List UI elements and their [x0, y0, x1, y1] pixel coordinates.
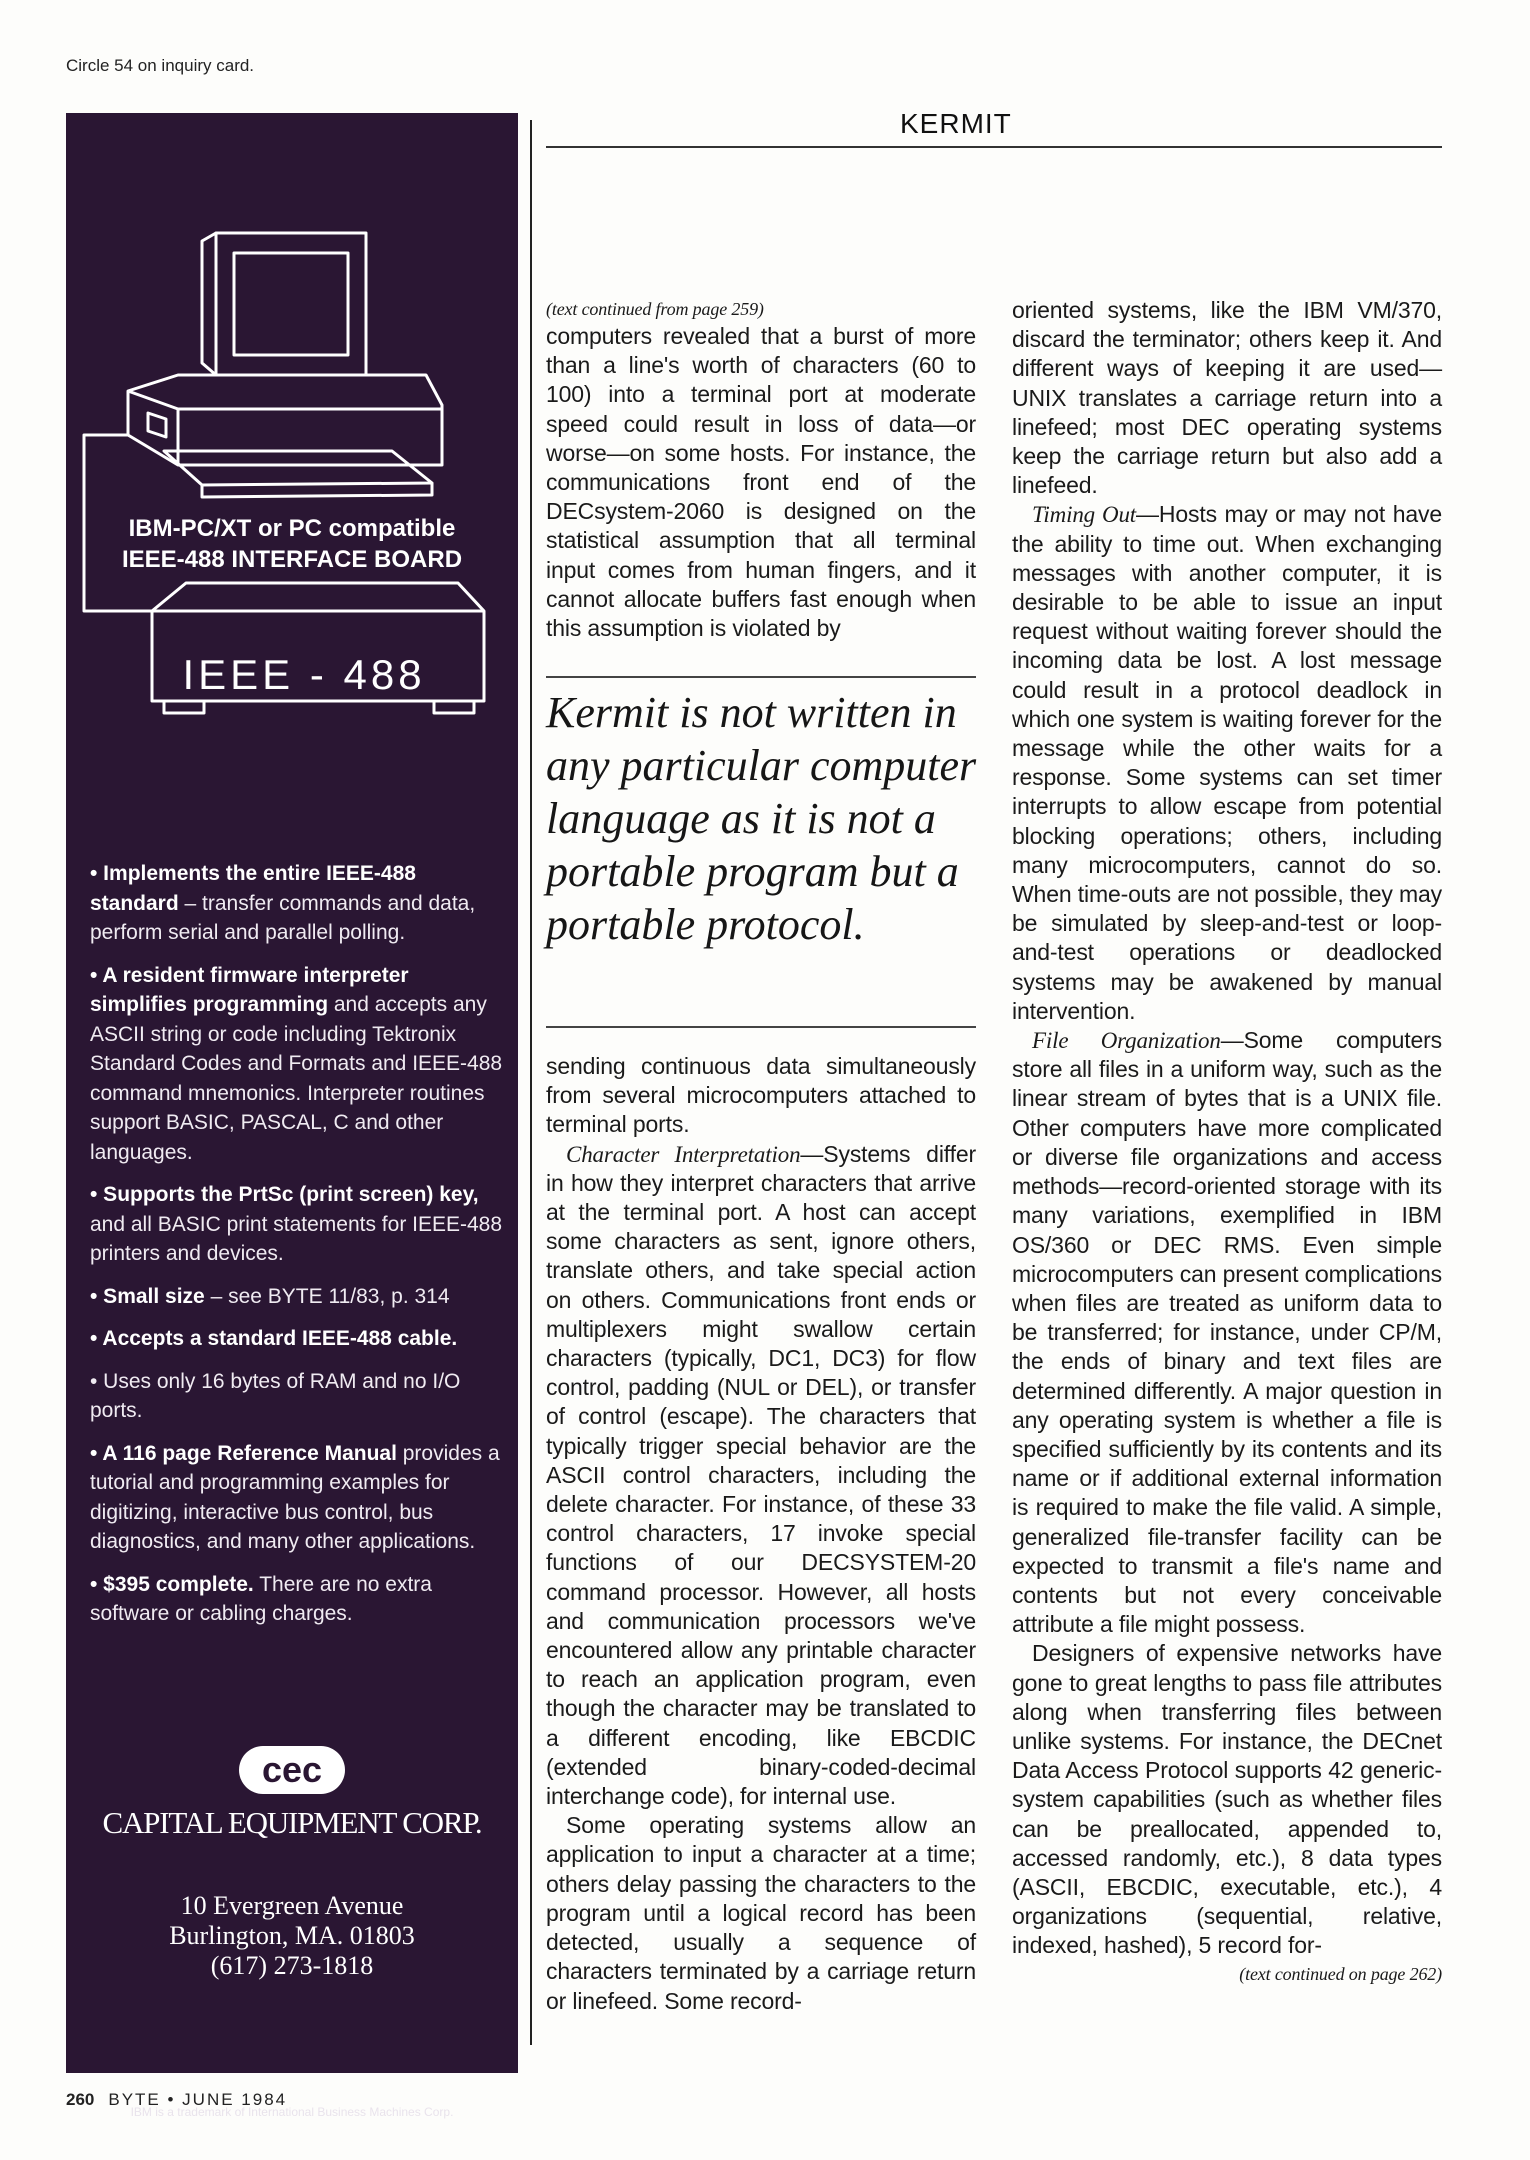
paragraph: sending continuous data simultaneously from several microcomputers attached to terminal ports.	[546, 1053, 976, 1138]
address-street: 10 Evergreen Avenue	[180, 1891, 404, 1920]
issue-info: BYTE • JUNE 1984	[108, 2090, 288, 2109]
address-city: Burlington, MA. 01803	[169, 1921, 415, 1950]
feature-item: • Implements the entire IEEE-488 standard – transfer commands and data, perform serial and parallel polling.	[90, 862, 476, 944]
computer-illustration	[66, 113, 518, 733]
ieee-board-label: IEEE - 488	[182, 651, 426, 698]
company-name: CAPITAL EQUIPMENT CORP.	[102, 1805, 482, 1840]
article-column-2	[1012, 296, 1442, 1987]
header-rule	[546, 146, 1442, 148]
page-number: 260	[66, 2090, 95, 2109]
feature-item: • Small size – see BYTE 11/83, p. 314	[90, 1284, 450, 1308]
section-lead: File Organization	[1032, 1028, 1221, 1054]
paragraph: File Organization—Some computers store all files in a uniform way, such as the linear stream of bytes that is a UNIX file. Other computers have more complicated or diverse file organizations and access methods—record-oriented storage with its many variations, exemplified in IBM OS/360 or DEC RMS. Even simple microcomputers can present complications when files are treated as uniform data to be transferred; for instance, under CP/M, the ends of binary and text files are determined differently. A major question in any operating system is whether a file is specified sufficiently by its contents and its name or if additional external information is required to make the file valid. A simple, generalized file-transfer facility can be expected to transmit a file's name and contents but not every conceivable attribute a file might possess.	[1012, 1027, 1442, 1638]
feature-item: • A resident firmware interpreter simplifies programming and accepts any ASCII string or code including Tektronix Standard Codes and Formats and IEEE-488 command mnemonics. Interpreter routines support BASIC, PASCAL, C and other languages.	[90, 963, 503, 1164]
article-header: KERMIT	[900, 108, 1012, 139]
article-column-1-bottom	[546, 1052, 976, 2016]
pull-quote: Kermit is not written in any particular computer language as it is not a portable program but a portable protocol.	[546, 688, 977, 949]
page-footer	[66, 2090, 287, 2110]
feature-item: • Supports the PrtSc (print screen) key, and all BASIC print statements for IEEE-488 printers and devices.	[90, 1183, 503, 1265]
pull-quote-rule-top	[546, 676, 976, 678]
company-address	[66, 1891, 518, 1981]
paragraph: Designers of expensive networks have gone to great lengths to pass file attributes along when transferring files between unlike systems. For instance, the DECnet Data Access Protocol supports 42 generic-system capabilities (such as whether files can be preallocated, appended to, accessed randomly, etc.), 8 data types (ASCII, EBCDIC, executable, etc.), 4 organizations (sequential, relative, indexed, hashed), 5 record for-	[1012, 1640, 1442, 1959]
address-phone: (617) 273-1818	[210, 1951, 374, 1980]
cec-logo	[236, 1743, 348, 1797]
pull-quote-rule-bottom	[546, 1026, 976, 1028]
feature-list	[90, 859, 510, 1642]
section-lead: Timing Out	[1032, 502, 1137, 528]
paragraph: Timing Out—Hosts may or may not have the ability to time out. When exchanging messages with another computer, it is desirable to be able to issue an input request without waiting forever should the incoming data be lost. A lost message could result in a protocol deadlock in which one system is waiting forever for the message while the other waits for a response. Some systems can set timer interrupts to allow escape from potential blocking operations; others, including many microcomputers, cannot do so. When time-outs are not possible, they may be simulated by sleep-and-test or loop-and-test operations or deadlocked systems may be awakened by manual intervention.	[1012, 501, 1442, 1024]
section-lead: Character Interpretation	[566, 1141, 801, 1167]
feature-item: • $395 complete. There are no extra software or cabling charges.	[90, 1572, 432, 1625]
feature-item: • Accepts a standard IEEE-488 cable.	[90, 1327, 458, 1350]
paragraph: Some operating systems allow an application to input a character at a time; others delay passing the characters to the program until a logical record has been detected, usually a sequence of characters terminated by a carriage return or linefeed. Some record-	[546, 1812, 976, 2014]
cec-logo-text: cec	[261, 1749, 323, 1790]
trademark-note: IBM is a trademark of International Business Machines Corp.	[130, 2105, 454, 2119]
paragraph: Character Interpretation—Systems differ in how they interpret characters that arrive at the terminal port. A host can accept some characters as sent, ignore others, translate others, and take special action on others. Communications front ends or multiplexers might swallow certain characters (typically, DC1, DC3) for flow control, padding (NUL or DEL), or transfer of control (escape). The characters that typically trigger special behavior are the ASCII control characters, including the delete character. For instance, of these 33 control characters, 17 invoke special functions of our DECSYSTEM-20 command processor. However, all hosts and communication processors we've encountered allow any printable character to reach an application program, even though the character may be translated to a different encoding, like EBCDIC (extended binary-coded-decimal interchange code), for internal use.	[546, 1140, 976, 1810]
board-caption	[66, 513, 518, 575]
feature-item: • A 116 page Reference Manual provides a tutorial and programming examples for digitizing, interactive bus control, bus diagnostics, and many other applications.	[90, 1441, 500, 1553]
board-caption-line1: IBM-PC/XT or PC compatible	[128, 515, 456, 542]
paragraph: oriented systems, like the IBM VM/370, discard the terminator; others keep it. And different ways of keeping it are used—UNIX translates a carriage return into a linefeed; most DEC operating systems keep the carriage return but also add a linefeed.	[1012, 297, 1442, 499]
keyboard	[164, 451, 432, 485]
paragraph: computers revealed that a burst of more than a line's worth of characters (60 to 100) into a terminal port at moderate speed could result in loss of data—or worse—on some hosts. For instance, the communications front end of the DECsystem-2060 is designed on the statistical assumption that all terminal input comes from human fingers, and it cannot allocate buffers fast enough when this assumption is violated by	[546, 323, 976, 642]
monitor-screen	[234, 253, 348, 355]
board-caption-line2: IEEE-488 INTERFACE BOARD	[121, 546, 463, 573]
inquiry-note: Circle 54 on inquiry card.	[66, 56, 255, 75]
continued-to-note: (text continued on page 262)	[1239, 1963, 1442, 1984]
continued-from-note: (text continued from page 259)	[546, 299, 764, 319]
article-column-1-top	[546, 296, 976, 643]
column-divider	[530, 120, 532, 2045]
feature-item: • Uses only 16 bytes of RAM and no I/O ports.	[90, 1369, 461, 1422]
